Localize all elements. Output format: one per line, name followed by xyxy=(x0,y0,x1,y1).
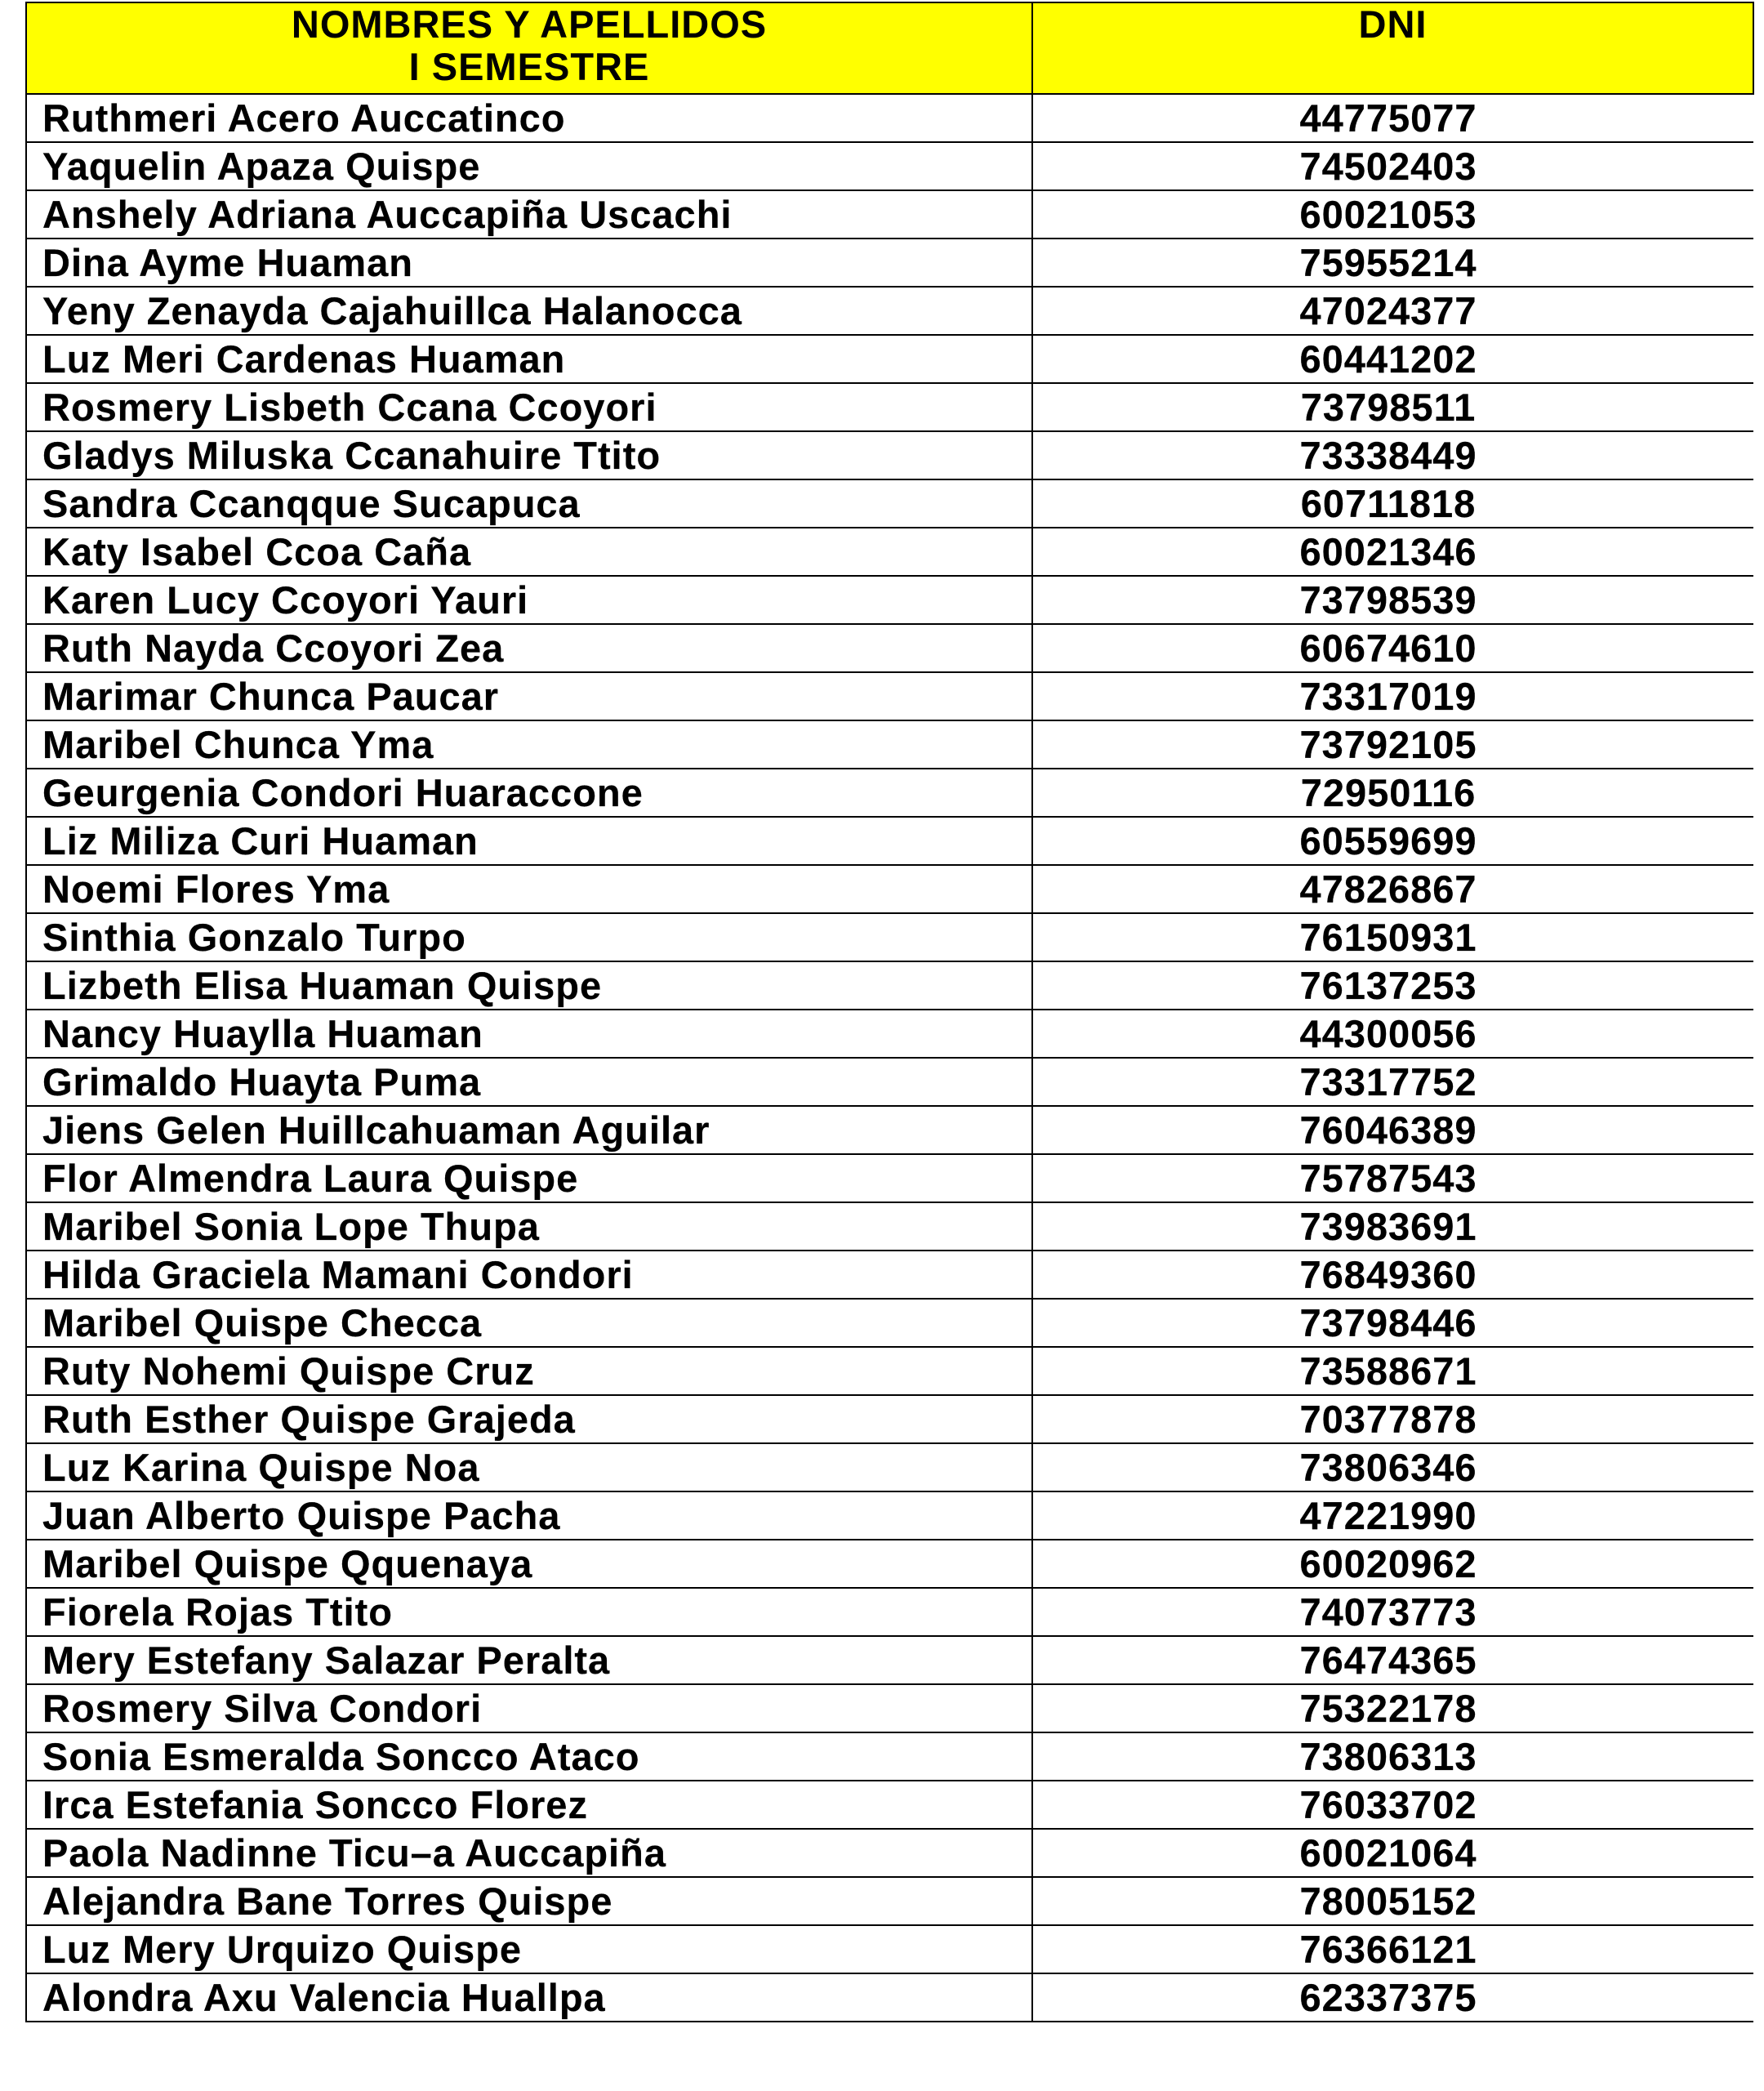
student-name-cell: Mery Estefany Salazar Peralta xyxy=(26,1636,1032,1684)
student-name-cell: Rosmery Lisbeth Ccana Ccoyori xyxy=(26,383,1032,431)
student-name-cell: Luz Karina Quispe Noa xyxy=(26,1443,1032,1491)
student-list-sheet xyxy=(25,2,1753,2022)
student-name-cell: Maribel Quispe Qquenaya xyxy=(26,1540,1032,1588)
student-name-cell: Dina Ayme Huaman xyxy=(26,239,1032,287)
table-row xyxy=(26,1781,1753,1829)
student-name-cell: Fiorela Rojas Ttito xyxy=(26,1588,1032,1636)
student-dni-cell: 76137253 xyxy=(1032,961,1753,1010)
student-dni-cell: 73317752 xyxy=(1032,1058,1753,1106)
student-dni-cell: 73588671 xyxy=(1032,1347,1753,1395)
student-dni-cell: 73806346 xyxy=(1032,1443,1753,1491)
student-name-cell: Maribel Chunca Yma xyxy=(26,720,1032,769)
student-name-cell: Gladys Miluska Ccanahuire Ttito xyxy=(26,431,1032,479)
table-row xyxy=(26,913,1753,961)
table-row xyxy=(26,431,1753,479)
table-row xyxy=(26,865,1753,913)
student-dni-cell: 60441202 xyxy=(1032,335,1753,383)
student-dni-cell: 62337375 xyxy=(1032,1973,1753,2022)
student-name-cell: Ruth Nayda Ccoyori Zea xyxy=(26,624,1032,672)
student-name-cell: Ruth Esther Quispe Grajeda xyxy=(26,1395,1032,1443)
table-row xyxy=(26,239,1753,287)
student-name-cell: Paola Nadinne Ticu–a Auccapiña xyxy=(26,1829,1032,1877)
table-row xyxy=(26,1925,1753,1973)
table-row xyxy=(26,1202,1753,1251)
student-name-cell: Maribel Quispe Checca xyxy=(26,1299,1032,1347)
student-table xyxy=(25,2,1754,2022)
student-dni-cell: 74502403 xyxy=(1032,142,1753,190)
student-dni-cell: 73798511 xyxy=(1032,383,1753,431)
student-name-cell: Lizbeth Elisa Huaman Quispe xyxy=(26,961,1032,1010)
table-row xyxy=(26,624,1753,672)
student-name-cell: Karen Lucy Ccoyori Yauri xyxy=(26,576,1032,624)
student-name-cell: Yeny Zenayda Cajahuillca Halanocca xyxy=(26,287,1032,335)
student-name-cell: Nancy Huaylla Huaman xyxy=(26,1010,1032,1058)
student-name-cell: Alondra Axu Valencia Huallpa xyxy=(26,1973,1032,2022)
student-name-cell: Geurgenia Condori Huaraccone xyxy=(26,769,1032,817)
student-name-cell: Luz Meri Cardenas Huaman xyxy=(26,335,1032,383)
student-dni-cell: 73806313 xyxy=(1032,1732,1753,1781)
student-name-cell: Anshely Adriana Auccapiña Uscachi xyxy=(26,190,1032,239)
table-row xyxy=(26,479,1753,528)
student-dni-cell: 73317019 xyxy=(1032,672,1753,720)
student-name-cell: Alejandra Bane Torres Quispe xyxy=(26,1877,1032,1925)
student-dni-cell: 76366121 xyxy=(1032,1925,1753,1973)
header-row xyxy=(26,2,1753,94)
table-row xyxy=(26,1010,1753,1058)
student-dni-cell: 74073773 xyxy=(1032,1588,1753,1636)
table-row xyxy=(26,1588,1753,1636)
table-row xyxy=(26,1877,1753,1925)
student-name-cell: Yaquelin Apaza Quispe xyxy=(26,142,1032,190)
student-dni-cell: 47024377 xyxy=(1032,287,1753,335)
header-semester-title: I SEMESTRE xyxy=(408,45,650,88)
table-row xyxy=(26,1058,1753,1106)
header-dni-title: DNI xyxy=(1358,2,1428,46)
student-name-cell: Noemi Flores Yma xyxy=(26,865,1032,913)
table-row xyxy=(26,1251,1753,1299)
student-name-cell: Sinthia Gonzalo Turpo xyxy=(26,913,1032,961)
student-name-cell: Rosmery Silva Condori xyxy=(26,1684,1032,1732)
student-name-cell: Ruty Nohemi Quispe Cruz xyxy=(26,1347,1032,1395)
table-row xyxy=(26,190,1753,239)
header-name-cell xyxy=(26,2,1032,94)
table-row xyxy=(26,1395,1753,1443)
student-dni-cell: 60711818 xyxy=(1032,479,1753,528)
student-name-cell: Juan Alberto Quispe Pacha xyxy=(26,1491,1032,1540)
student-name-cell: Jiens Gelen Huillcahuaman Aguilar xyxy=(26,1106,1032,1154)
header-name-title: NOMBRES Y APELLIDOS xyxy=(291,2,768,46)
student-name-cell: Sonia Esmeralda Soncco Ataco xyxy=(26,1732,1032,1781)
table-row xyxy=(26,817,1753,865)
student-name-cell: Hilda Graciela Mamani Condori xyxy=(26,1251,1032,1299)
student-dni-cell: 47826867 xyxy=(1032,865,1753,913)
student-dni-cell: 73798446 xyxy=(1032,1299,1753,1347)
student-dni-cell: 76046389 xyxy=(1032,1106,1753,1154)
student-name-cell: Grimaldo Huayta Puma xyxy=(26,1058,1032,1106)
table-row xyxy=(26,961,1753,1010)
table-row xyxy=(26,1684,1753,1732)
student-dni-cell: 73983691 xyxy=(1032,1202,1753,1251)
student-dni-cell: 60674610 xyxy=(1032,624,1753,672)
student-dni-cell: 60021064 xyxy=(1032,1829,1753,1877)
student-dni-cell: 75787543 xyxy=(1032,1154,1753,1202)
student-name-cell: Irca Estefania Soncco Florez xyxy=(26,1781,1032,1829)
table-row xyxy=(26,1732,1753,1781)
table-body xyxy=(26,94,1753,2022)
table-row xyxy=(26,142,1753,190)
student-name-cell: Maribel Sonia Lope Thupa xyxy=(26,1202,1032,1251)
student-dni-cell: 78005152 xyxy=(1032,1877,1753,1925)
table-row xyxy=(26,1829,1753,1877)
table-header xyxy=(26,2,1753,94)
table-row xyxy=(26,1106,1753,1154)
student-name-cell: Flor Almendra Laura Quispe xyxy=(26,1154,1032,1202)
student-name-cell: Marimar Chunca Paucar xyxy=(26,672,1032,720)
student-dni-cell: 72950116 xyxy=(1032,769,1753,817)
table-row xyxy=(26,287,1753,335)
student-dni-cell: 60021346 xyxy=(1032,528,1753,576)
student-name-cell: Luz Mery Urquizo Quispe xyxy=(26,1925,1032,1973)
student-dni-cell: 70377878 xyxy=(1032,1395,1753,1443)
student-dni-cell: 44300056 xyxy=(1032,1010,1753,1058)
table-row xyxy=(26,1973,1753,2022)
table-row xyxy=(26,1299,1753,1347)
student-dni-cell: 60021053 xyxy=(1032,190,1753,239)
table-row xyxy=(26,672,1753,720)
student-name-cell: Ruthmeri Acero Auccatinco xyxy=(26,94,1032,142)
student-name-cell: Liz Miliza Curi Huaman xyxy=(26,817,1032,865)
table-row xyxy=(26,1443,1753,1491)
table-row xyxy=(26,94,1753,142)
table-row xyxy=(26,1491,1753,1540)
table-row xyxy=(26,335,1753,383)
student-dni-cell: 76033702 xyxy=(1032,1781,1753,1829)
table-row xyxy=(26,720,1753,769)
table-row xyxy=(26,769,1753,817)
student-dni-cell: 75955214 xyxy=(1032,239,1753,287)
student-dni-cell: 73792105 xyxy=(1032,720,1753,769)
table-row xyxy=(26,1154,1753,1202)
table-row xyxy=(26,576,1753,624)
student-dni-cell: 44775077 xyxy=(1032,94,1753,142)
student-dni-cell: 76849360 xyxy=(1032,1251,1753,1299)
header-dni-cell xyxy=(1032,2,1753,94)
table-row xyxy=(26,1636,1753,1684)
student-dni-cell: 60020962 xyxy=(1032,1540,1753,1588)
student-dni-cell: 60559699 xyxy=(1032,817,1753,865)
student-dni-cell: 73338449 xyxy=(1032,431,1753,479)
student-dni-cell: 76150931 xyxy=(1032,913,1753,961)
student-name-cell: Katy Isabel Ccoa Caña xyxy=(26,528,1032,576)
table-row xyxy=(26,1347,1753,1395)
table-row xyxy=(26,383,1753,431)
table-row xyxy=(26,1540,1753,1588)
student-name-cell: Sandra Ccanqque Sucapuca xyxy=(26,479,1032,528)
student-dni-cell: 47221990 xyxy=(1032,1491,1753,1540)
table-row xyxy=(26,528,1753,576)
student-dni-cell: 75322178 xyxy=(1032,1684,1753,1732)
student-dni-cell: 73798539 xyxy=(1032,576,1753,624)
student-dni-cell: 76474365 xyxy=(1032,1636,1753,1684)
